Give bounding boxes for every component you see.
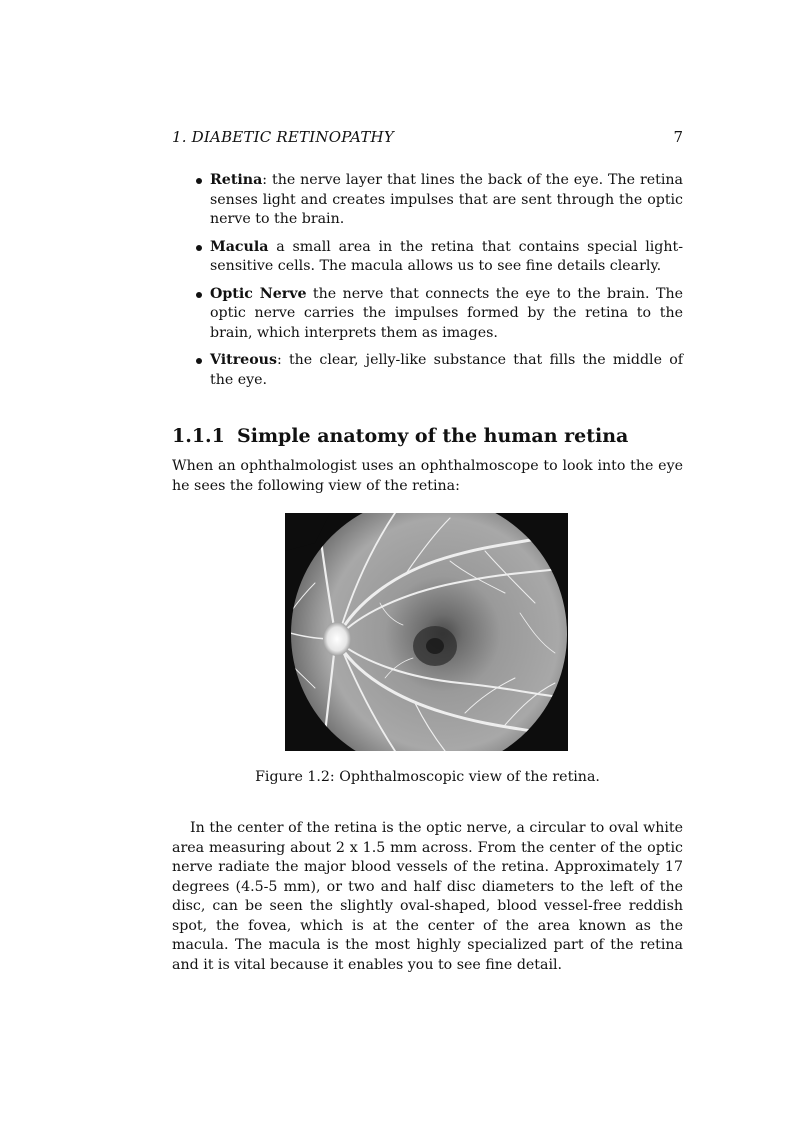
- definition-list: [196, 171, 683, 398]
- section-number: 1.1.1: [172, 425, 225, 447]
- bullet-icon: [196, 292, 202, 298]
- figure-caption: Figure 1.2: Ophthalmoscopic view of the retina.: [255, 769, 600, 785]
- bullet-icon: [196, 358, 202, 364]
- section-heading: [172, 424, 683, 448]
- list-item: [196, 171, 683, 230]
- term-retina: Retina: [210, 172, 263, 188]
- term-optic-nerve: Optic Nerve: [210, 285, 307, 302]
- term-separator: :: [276, 352, 282, 368]
- chapter-title: 1. DIABETIC RETINOPATHY: [172, 128, 394, 146]
- definition-text: a small area in the retina that contains special light-sensitive cells. The macula allows us to see fine details clearly.: [210, 238, 683, 274]
- section-title: Simple anatomy of the human retina: [237, 425, 629, 447]
- list-item: [196, 285, 683, 344]
- bullet-icon: [196, 178, 202, 184]
- bullet-icon: [196, 245, 202, 251]
- definition-text: the nerve layer that lines the back of the eye. The retina senses light and creates impulses that are sent through the optic nerve to the brain.: [210, 172, 683, 227]
- term-macula: Macula: [210, 238, 269, 255]
- definition-text: the nerve that connects the eye to the brain. The optic nerve carries the impulses formed by the retina to the brain, which interprets them as images.: [210, 285, 683, 341]
- list-item: [196, 238, 683, 277]
- retina-figure: [285, 513, 568, 751]
- body-paragraph: In the center of the retina is the optic nerve, a circular to oval white area measuring about 2 x 1.5 mm across. From the center of the optic nerve radiate the major blood vessels of the retina. Approximately 17 degrees (4.5-5 mm), or two and half disc diameters to the left of the disc, can be seen the slightly oval-shaped, blood vessel-free reddish spot, the fovea, which is at the center of the area known as the macula. The macula is the most highly specialized part of the retina and it is vital because it enables you to see fine detail.: [172, 820, 683, 973]
- page-number: 7: [673, 128, 683, 146]
- term-vitreous: Vitreous: [210, 352, 277, 368]
- retina-image: [285, 513, 568, 751]
- term-separator: :: [262, 172, 268, 188]
- intro-paragraph: When an ophthalmologist uses an ophthalmoscope to look into the eye he sees the following view of the retina:: [172, 458, 683, 494]
- list-item: [196, 351, 683, 390]
- definition-text: the clear, jelly-like substance that fills the middle of the eye.: [210, 352, 683, 388]
